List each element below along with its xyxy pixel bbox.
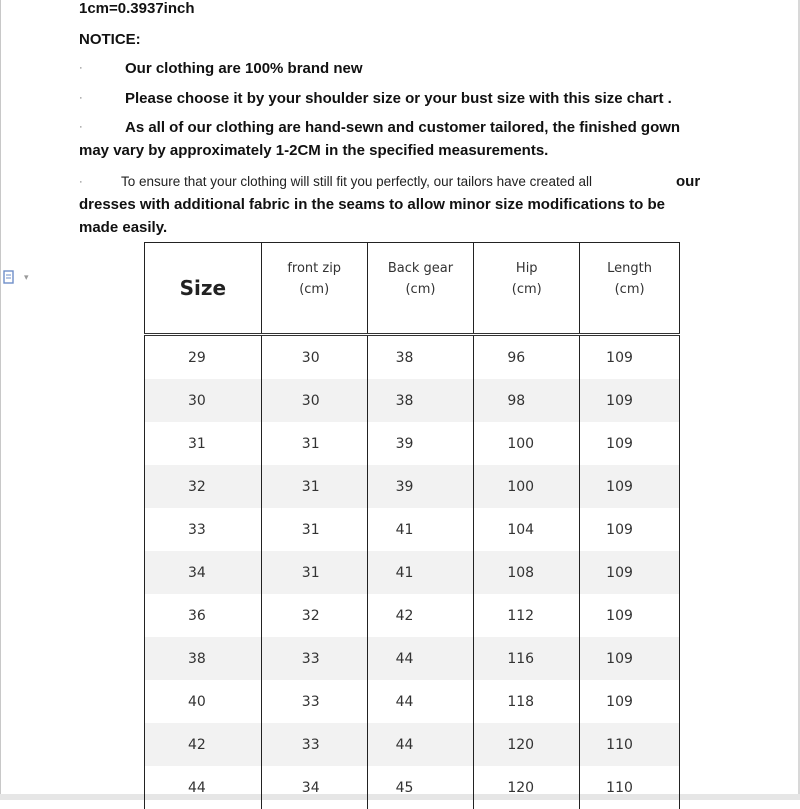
table-cell — [367, 422, 474, 465]
table-cell — [474, 723, 580, 766]
table-cell — [261, 465, 367, 508]
notice-item: Please choose it by your shoulder size or your bust size with this size chart . — [125, 90, 672, 107]
table-cell — [145, 335, 262, 380]
notice-item: Our clothing are 100% brand new — [125, 60, 363, 77]
cell-value: 33 — [301, 693, 320, 710]
cell-value: 118 — [507, 693, 535, 710]
table-cell — [580, 379, 680, 422]
cell-value: 33 — [188, 521, 206, 538]
cell-value: 29 — [188, 349, 206, 366]
table-row — [145, 594, 680, 637]
cell-value: 44 — [395, 650, 414, 667]
cell-value: 42 — [395, 607, 414, 624]
table-cell — [474, 680, 580, 723]
cell-value: 32 — [188, 478, 206, 495]
cell-value: 96 — [507, 349, 526, 366]
cell-value: 109 — [606, 693, 633, 710]
cell-value: 31 — [301, 478, 320, 495]
cell-value: 39 — [395, 435, 414, 452]
table-cell — [145, 637, 262, 680]
size-chart-table — [144, 242, 680, 809]
cell-value: 104 — [507, 521, 535, 538]
header-front-zip: front zip (cm) — [261, 243, 367, 335]
table-cell — [580, 766, 680, 809]
cell-value: 38 — [395, 349, 414, 366]
table-cell — [474, 465, 580, 508]
table-row — [145, 723, 680, 766]
table-cell — [580, 551, 680, 594]
table-cell — [474, 551, 580, 594]
header-size: Size — [145, 243, 262, 335]
table-cell — [474, 594, 580, 637]
table-cell — [367, 465, 474, 508]
table-cell — [367, 766, 474, 809]
table-cell — [580, 508, 680, 551]
table-row — [145, 422, 680, 465]
table-cell — [580, 680, 680, 723]
cell-value: 109 — [606, 392, 633, 409]
cell-value: 120 — [507, 736, 535, 753]
header-length: Length (cm) — [580, 243, 680, 335]
cell-value: 45 — [395, 779, 414, 796]
table-cell — [367, 379, 474, 422]
cell-value: 41 — [395, 521, 414, 538]
cell-value: 44 — [188, 779, 206, 796]
conversion-text: 1cm=0.3937inch — [79, 0, 195, 17]
table-cell — [367, 680, 474, 723]
table-cell — [145, 551, 262, 594]
cell-value: 109 — [606, 521, 633, 538]
table-cell — [145, 723, 262, 766]
table-cell — [261, 637, 367, 680]
table-cell — [580, 594, 680, 637]
cell-value: 110 — [606, 736, 633, 753]
table-cell — [145, 680, 262, 723]
cell-value: 110 — [606, 779, 633, 796]
table-cell — [145, 465, 262, 508]
cell-value: 31 — [188, 435, 206, 452]
table-cell — [367, 723, 474, 766]
cell-value: 109 — [606, 349, 633, 366]
notice-title: NOTICE: — [79, 31, 141, 48]
cell-value: 33 — [301, 650, 320, 667]
table-cell — [474, 379, 580, 422]
table-row — [145, 335, 680, 380]
notice-item-continued: may vary by approximately 1-2CM in the specified measurements. — [79, 142, 549, 159]
table-cell — [580, 335, 680, 380]
table-cell — [261, 335, 367, 380]
cell-value: 31 — [301, 435, 320, 452]
bullet-2: · — [79, 92, 83, 104]
chevron-down-icon[interactable]: ▾ — [24, 272, 29, 282]
bullet-4: · — [79, 176, 83, 188]
cell-value: 38 — [395, 392, 414, 409]
table-cell — [261, 766, 367, 809]
table-cell — [145, 594, 262, 637]
cell-value: 30 — [301, 349, 320, 366]
cell-value: 116 — [507, 650, 535, 667]
table-cell — [261, 379, 367, 422]
table-row — [145, 465, 680, 508]
table-cell — [145, 508, 262, 551]
bullet-1: · — [79, 62, 83, 74]
cell-value: 109 — [606, 607, 633, 624]
cell-value: 33 — [301, 736, 320, 753]
table-cell — [580, 637, 680, 680]
header-back-gear: Back gear (cm) — [367, 243, 474, 335]
document-icon[interactable] — [2, 270, 16, 284]
cell-value: 30 — [301, 392, 320, 409]
cell-value: 44 — [395, 693, 414, 710]
notice-item-continued: made easily. — [79, 219, 168, 236]
table-cell — [145, 379, 262, 422]
bullet-3: · — [79, 121, 83, 133]
table-row — [145, 637, 680, 680]
cell-value: 100 — [507, 435, 535, 452]
notice-item-tail: our — [676, 173, 701, 190]
notice-item: As all of our clothing are hand-sewn and customer tailored, the finished gown — [125, 119, 681, 136]
cell-value: 30 — [188, 392, 206, 409]
table-cell — [261, 680, 367, 723]
cell-value: 112 — [507, 607, 535, 624]
cell-value: 32 — [301, 607, 320, 624]
table-cell — [474, 422, 580, 465]
table-cell — [474, 766, 580, 809]
cell-value: 100 — [507, 478, 535, 495]
table-row — [145, 508, 680, 551]
notice-item: To ensure that your clothing will still fit you perfectly, our tailors have created all — [121, 174, 592, 189]
cell-value: 98 — [507, 392, 526, 409]
cell-value: 31 — [301, 564, 320, 581]
cell-value: 41 — [395, 564, 414, 581]
table-cell — [367, 637, 474, 680]
table-row — [145, 680, 680, 723]
cell-value: 120 — [507, 779, 535, 796]
table-cell — [580, 465, 680, 508]
header-hip: Hip (cm) — [474, 243, 580, 335]
page-edge-left — [0, 0, 1, 800]
table-cell — [261, 594, 367, 637]
cell-value: 44 — [395, 736, 414, 753]
table-cell — [261, 508, 367, 551]
cell-value: 109 — [606, 435, 633, 452]
table-header-row — [145, 243, 680, 335]
table-cell — [261, 551, 367, 594]
table-cell — [145, 766, 262, 809]
cell-value: 109 — [606, 478, 633, 495]
table-row — [145, 766, 680, 809]
table-cell — [367, 335, 474, 380]
table-cell — [580, 723, 680, 766]
cell-value: 34 — [188, 564, 206, 581]
notice-item-continued: dresses with additional fabric in the seams to allow minor size modifications to be — [79, 196, 665, 213]
cell-value: 38 — [188, 650, 206, 667]
table-cell — [474, 508, 580, 551]
cell-value: 108 — [507, 564, 535, 581]
table-cell — [474, 335, 580, 380]
cell-value: 31 — [301, 521, 320, 538]
table-row — [145, 379, 680, 422]
table-cell — [580, 422, 680, 465]
cell-value: 109 — [606, 564, 633, 581]
table-cell — [261, 723, 367, 766]
cell-value: 109 — [606, 650, 633, 667]
cell-value: 36 — [188, 607, 206, 624]
table-cell — [145, 422, 262, 465]
table-cell — [474, 637, 580, 680]
cell-value: 39 — [395, 478, 414, 495]
table-row — [145, 551, 680, 594]
table-cell — [367, 551, 474, 594]
table-cell — [367, 508, 474, 551]
cell-value: 34 — [301, 779, 320, 796]
cell-value: 42 — [188, 736, 206, 753]
cell-value: 40 — [188, 693, 206, 710]
table-cell — [261, 422, 367, 465]
table-cell — [367, 594, 474, 637]
